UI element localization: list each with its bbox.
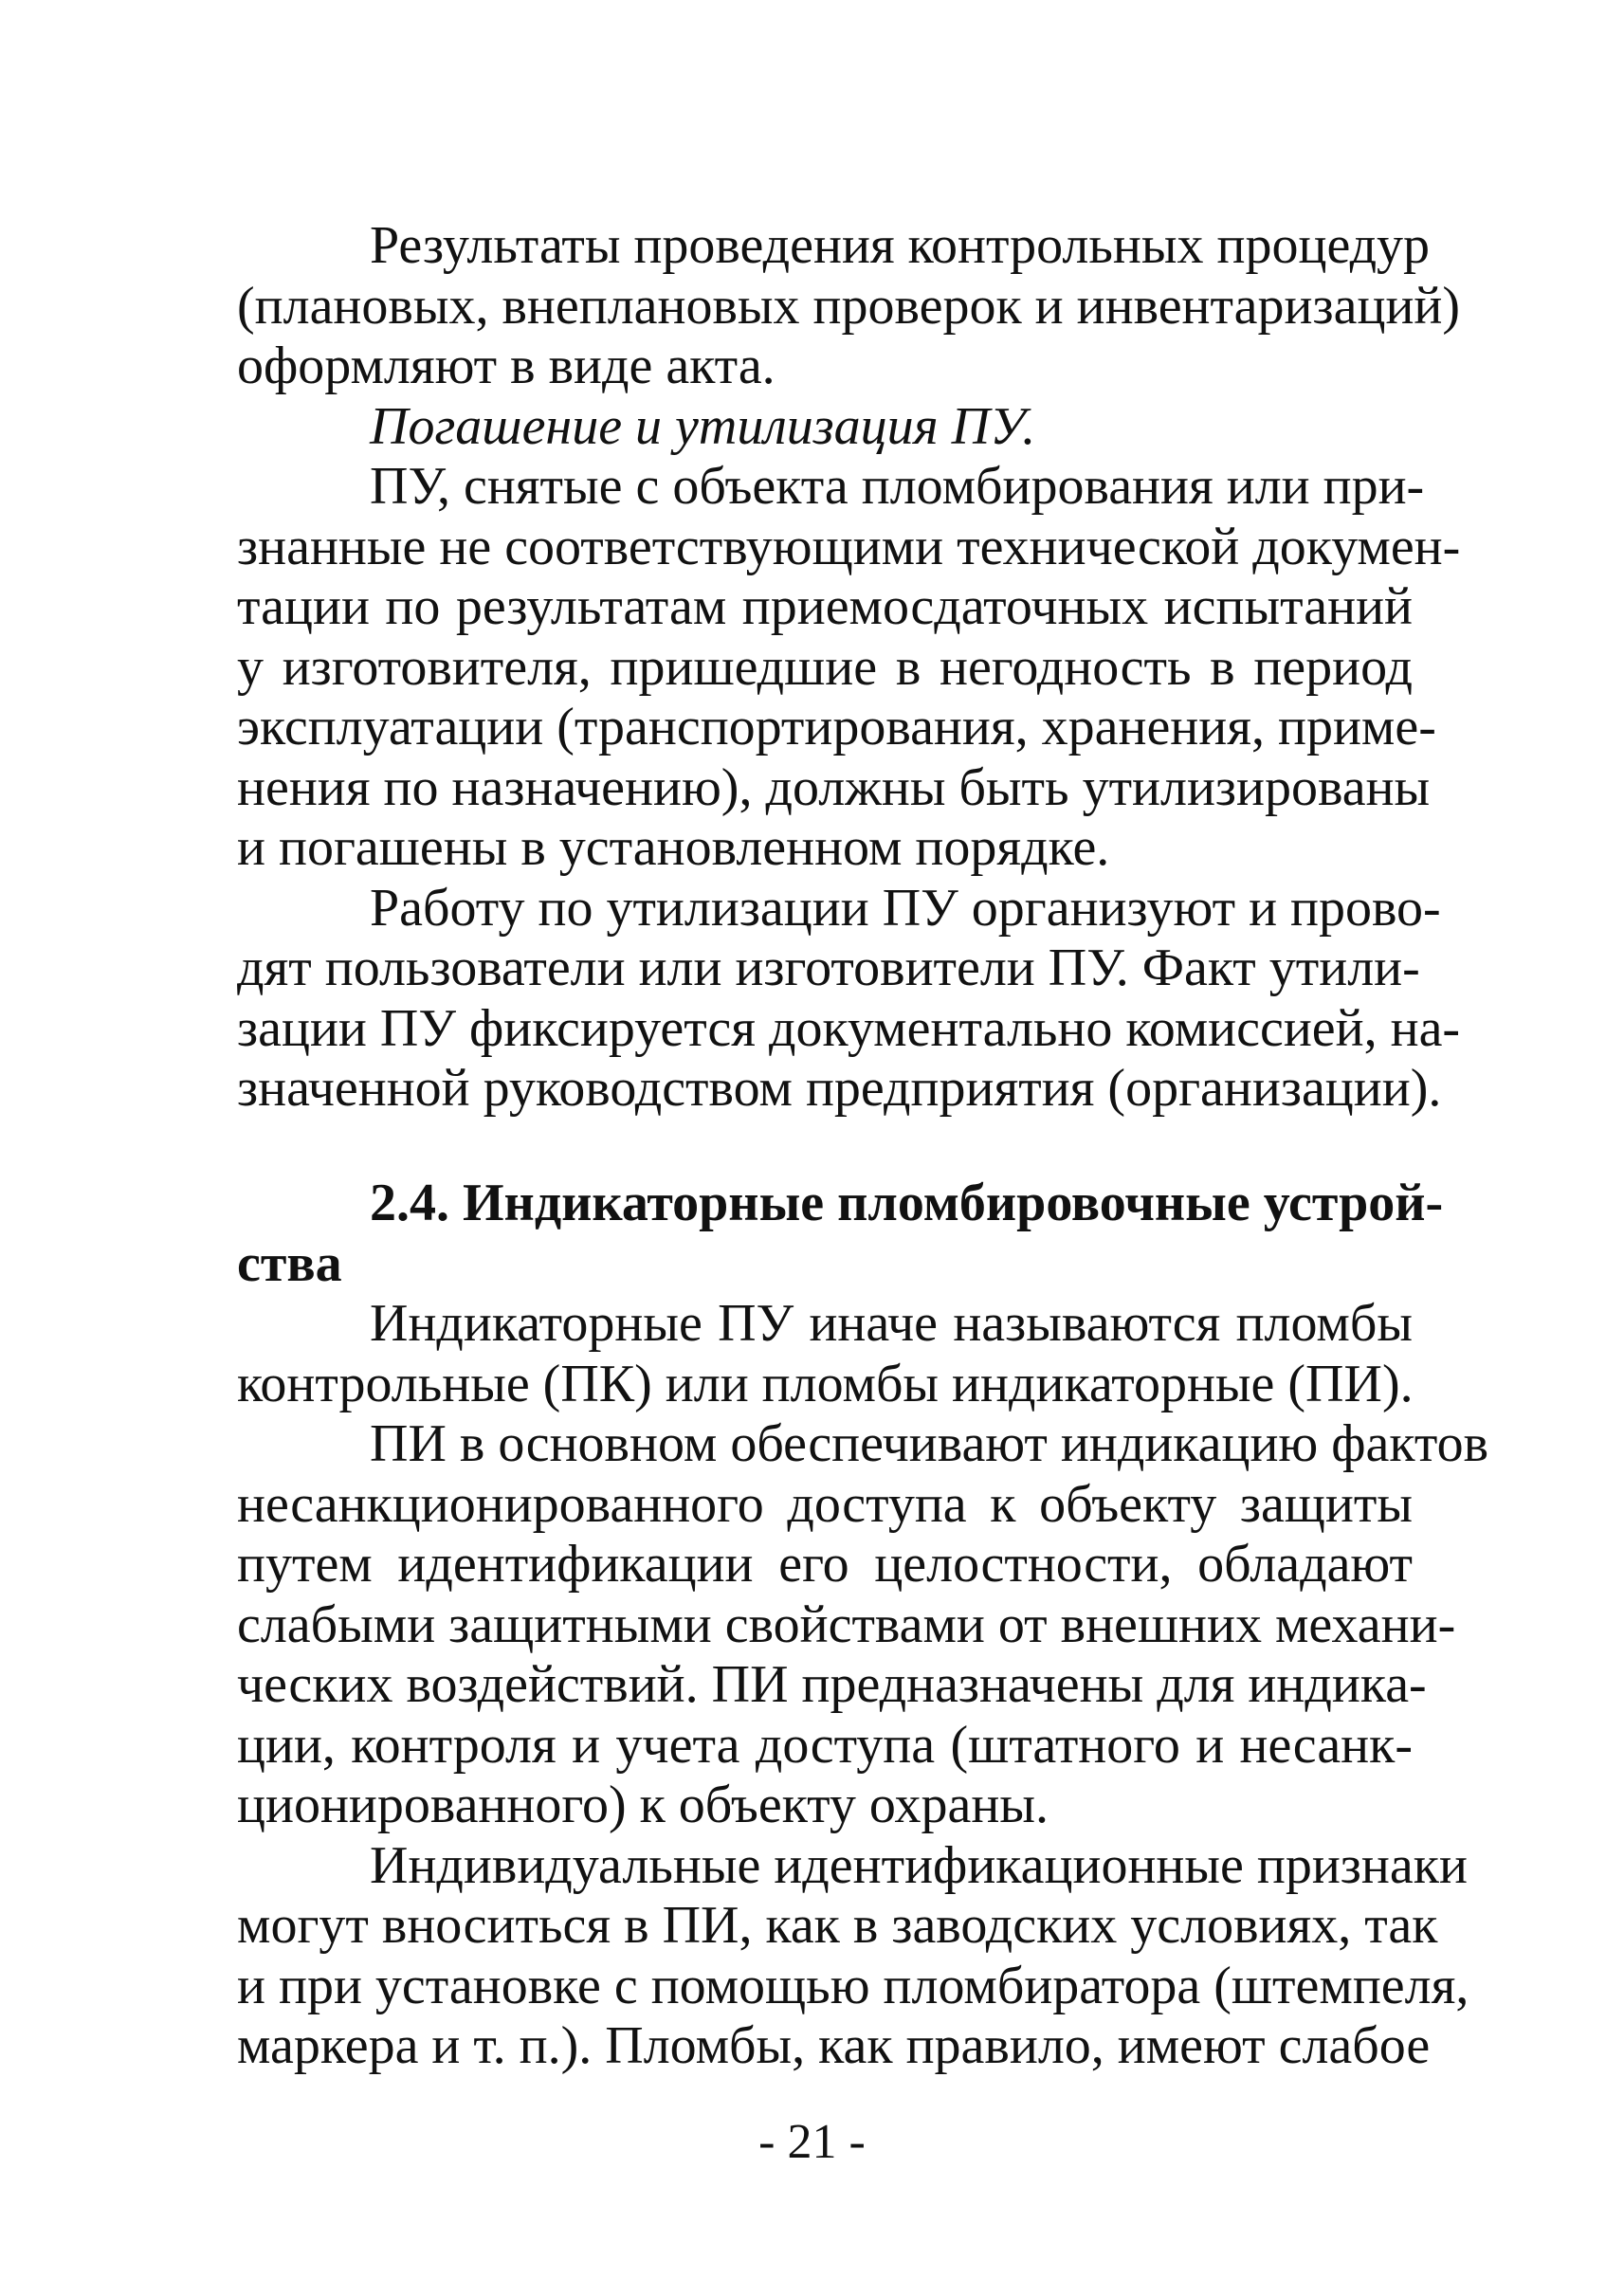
paragraph-control-results — [237, 216, 1461, 397]
text-line: значенной руководством предприятия (организации). — [237, 1059, 1442, 1118]
text-line: контрольные (ПК) или пломбы индикаторные (ПИ). — [237, 1354, 1414, 1413]
text-line: маркера и т. п.). Пломбы, как правило, имеют слабое — [237, 2016, 1431, 2075]
section-heading — [237, 1174, 1444, 1294]
heading-line: 2.4. Индикаторные пломбировочные устрой- — [370, 1174, 1444, 1232]
paragraph-disposal-work — [237, 878, 1461, 1120]
text-line: дят пользователи или изготовители ПУ. Факт утили- — [237, 938, 1420, 997]
subheading-disposal — [237, 397, 1413, 458]
paragraph-indicator-names — [237, 1294, 1413, 1414]
text-line: ПУ, снятые с объекта пломбирования или при- — [370, 457, 1425, 516]
text-line: зации ПУ фиксируется документально комиссией, на- — [237, 998, 1461, 1058]
text-line: несанкционированного доступа к объекту защиты — [237, 1474, 1413, 1534]
text-line: знанные не соответствующими технической докумен- — [237, 517, 1461, 576]
page-body — [237, 216, 1461, 1120]
text-line: путем идентификации его целостности, обладают — [237, 1535, 1413, 1594]
text-line: Индивидуальные идентификационные признаки — [370, 1835, 1468, 1895]
text-line: тации по результатам приемосдаточных испытаний — [237, 577, 1413, 636]
text-line: оформляют в виде акта. — [237, 337, 776, 395]
subheading-text: Погашение и утилизация ПУ. — [370, 396, 1036, 456]
paragraph-identification — [237, 1835, 1469, 2077]
paragraph-pi-purpose — [237, 1414, 1489, 1836]
text-line: ционированного) к объекту охраны. — [237, 1776, 1049, 1834]
text-line: слабыми защитными свойствами от внешних механи- — [237, 1594, 1456, 1654]
text-line: Работу по утилизации ПУ организуют и прово- — [370, 878, 1441, 938]
text-line: у изготовителя, пришедшие в негодность в период — [237, 637, 1413, 697]
text-line: Результаты проведения контрольных процедур — [370, 216, 1431, 275]
text-line: Индикаторные ПУ иначе называются пломбы — [370, 1294, 1413, 1353]
text-line: ческих воздействий. ПИ предназначены для индика- — [237, 1655, 1427, 1714]
text-line: ПИ в основном обеспечивают индикацию фактов — [370, 1414, 1489, 1473]
page-number: - 21 - — [758, 2115, 866, 2169]
text-line: эксплуатации (транспортирования, хранения, приме- — [237, 698, 1436, 756]
text-line: (плановых, внеплановых проверок и инвентаризаций) — [237, 276, 1461, 336]
section-heading-block — [237, 1174, 1489, 2077]
text-line: могут вноситься в ПИ, как в заводских условиях, так — [237, 1896, 1438, 1955]
text-line: и при установке с помощью пломбиратора (штемпеля, — [237, 1956, 1469, 2015]
text-line: ции, контроля и учета доступа (штатного и несанк- — [237, 1715, 1413, 1775]
text-line: нения по назначению), должны быть утилизированы — [237, 757, 1431, 817]
paragraph-removed-devices — [237, 457, 1461, 879]
heading-line: ства — [237, 1233, 342, 1293]
text-line: и погашены в установленном порядке. — [237, 818, 1110, 877]
